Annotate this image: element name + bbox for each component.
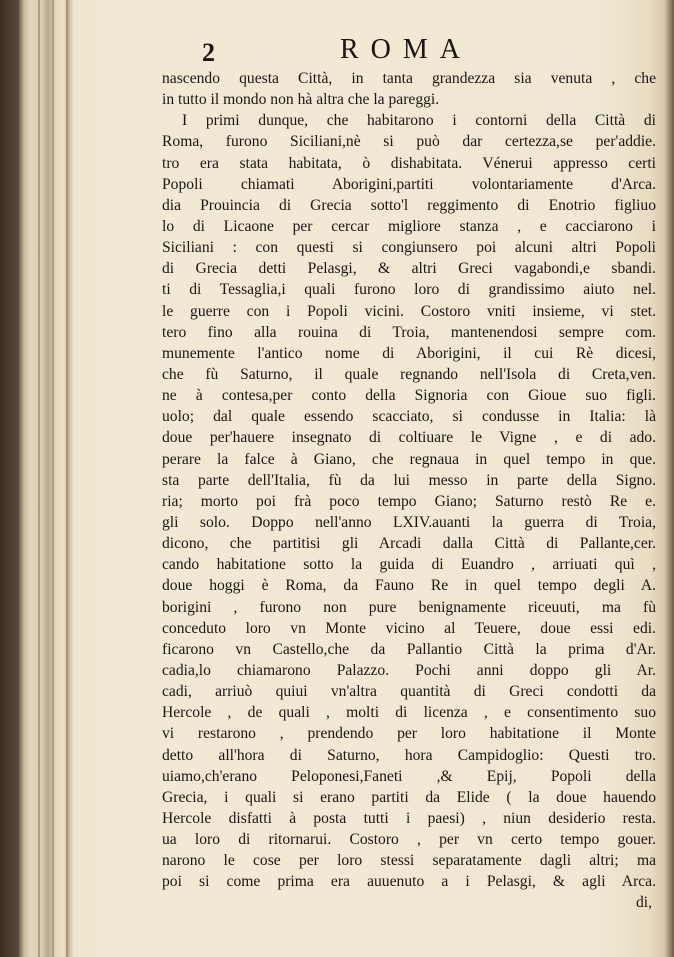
text-line: che fù Saturno, il quale regnando nell'Isola di Creta,ven.: [162, 365, 656, 383]
text-line: uiamo,ch'erano Peloponesi,Faneti ,& Epij, Popoli della: [162, 767, 656, 785]
text-line: le guerre con i Popoli vicini. Costoro vniti insieme, vi stet.: [162, 302, 656, 320]
text-line: gli solo. Doppo nell'anno LXIV.auanti la guerra di Troia,: [162, 513, 656, 531]
text-line: Roma, furono Siciliani,nè si può dar certezza,se per'addie.: [162, 133, 656, 151]
text-line: poi si come prima era auuenuto a i Pelasgi, & agli Arca.: [162, 873, 656, 891]
text-line: tero fino alla rouina di Troia, mantenendosi sempre com.: [162, 323, 656, 341]
catchword: di,: [635, 894, 652, 912]
text-line: Hercole , de quali , molti di licenza , e consentimento suo: [162, 704, 656, 722]
text-line: conceduto loro vn Monte vicino al Teuere, doue essi edi.: [162, 619, 656, 637]
page-text-block: [162, 32, 656, 913]
text-line: nascendo questa Città, in tanta grandezza sia venuta , che: [162, 70, 656, 87]
page-edge: [66, 0, 68, 957]
text-line: ua loro di ritornarui. Costoro , per vn certo tempo gouer.: [162, 831, 656, 849]
text-line: di Grecia detti Pelasgi, & altri Greci vagabondi,e sbandi.: [162, 260, 656, 278]
text-line: I primi dunque, che habitarono i contorni della Città di: [182, 112, 656, 130]
text-line: Grecia, i quali si erano partiti da Elide ( la doue hauendo: [162, 788, 656, 806]
text-line: Hercole disfatti à posta tutti i paesi) , niun desiderio resta.: [162, 809, 656, 827]
text-line: sta parte dell'Italia, fù da lui messo in parte della Signo.: [162, 471, 656, 489]
text-line: vi restarono , prendendo per loro habitatione il Monte: [162, 725, 656, 743]
text-line: munemente l'antico nome di Aborigini, il cui Rè dicesi,: [162, 344, 656, 362]
text-line: Siciliani : con questi si congiunsero poi alcuni altri Popoli: [162, 239, 656, 257]
text-line: in tutto il mondo non hà altra che la pareggi.: [162, 91, 440, 109]
text-line: dicono, che partitisi gli Arcadi dalla Città di Pallante,cer.: [162, 535, 656, 553]
text-line: cadi, arriuò quiui vn'altra quantità di Greci condotti da: [162, 683, 656, 701]
text-line: ria; morto poi frà poco tempo Giano; Saturno restò Re e.: [162, 492, 656, 510]
running-title: ROMA: [340, 34, 473, 65]
page-edge: [38, 0, 40, 957]
text-line: lo di Licaone per cercar migliore stanza , e cacciarono i: [162, 217, 656, 235]
text-line: cando habitatione sotto la guida di Euandro , arriuati quì ,: [162, 556, 656, 574]
page-edge: [52, 0, 54, 957]
text-line: ti di Tessaglia,i quali furono loro di grandissimo aiuto nel.: [162, 281, 656, 299]
text-line: doue hoggi è Roma, da Fauno Re in quel tempo degli A.: [162, 577, 656, 595]
text-line: cadia,lo chiamarono Palazzo. Pochi anni doppo gli Ar.: [162, 661, 656, 679]
text-line: uolo; dal quale essendo scacciato, si condusse in Italia: là: [162, 408, 656, 426]
text-line: doue per'hauere insegnato di coltiuare le Vigne , e di ado.: [162, 429, 656, 447]
text-line: borigini , furono non pure benignamente riceuuti, ma fù: [162, 598, 656, 616]
page-header: [162, 32, 656, 68]
text-line: dia Prouincia di Grecia sotto'l reggimento di Enotrio figliuo: [162, 196, 656, 214]
text-line: ne à contesa,per conto della Signoria con Gioue suo figli.: [162, 387, 656, 405]
text-line: narono le cose per loro stessi separatamente dagli altri; ma: [162, 852, 656, 870]
text-line: ficarono vn Castello,che da Pallantio Città la prima d'Ar.: [162, 640, 656, 658]
body-text: [162, 68, 656, 892]
text-line: perare la falce à Giano, che regnaua in quel tempo in que.: [162, 450, 656, 468]
text-line: tro era stata habitata, ò dishabitata. Vénerui appresso certi: [162, 154, 656, 172]
text-line: detto all'hora di Saturno, hora Campidoglio: Questi tro.: [162, 746, 656, 764]
page-number: 2: [202, 38, 215, 67]
text-line: Popoli chiamati Aborigini,partiti volontariamente d'Arca.: [162, 175, 656, 193]
